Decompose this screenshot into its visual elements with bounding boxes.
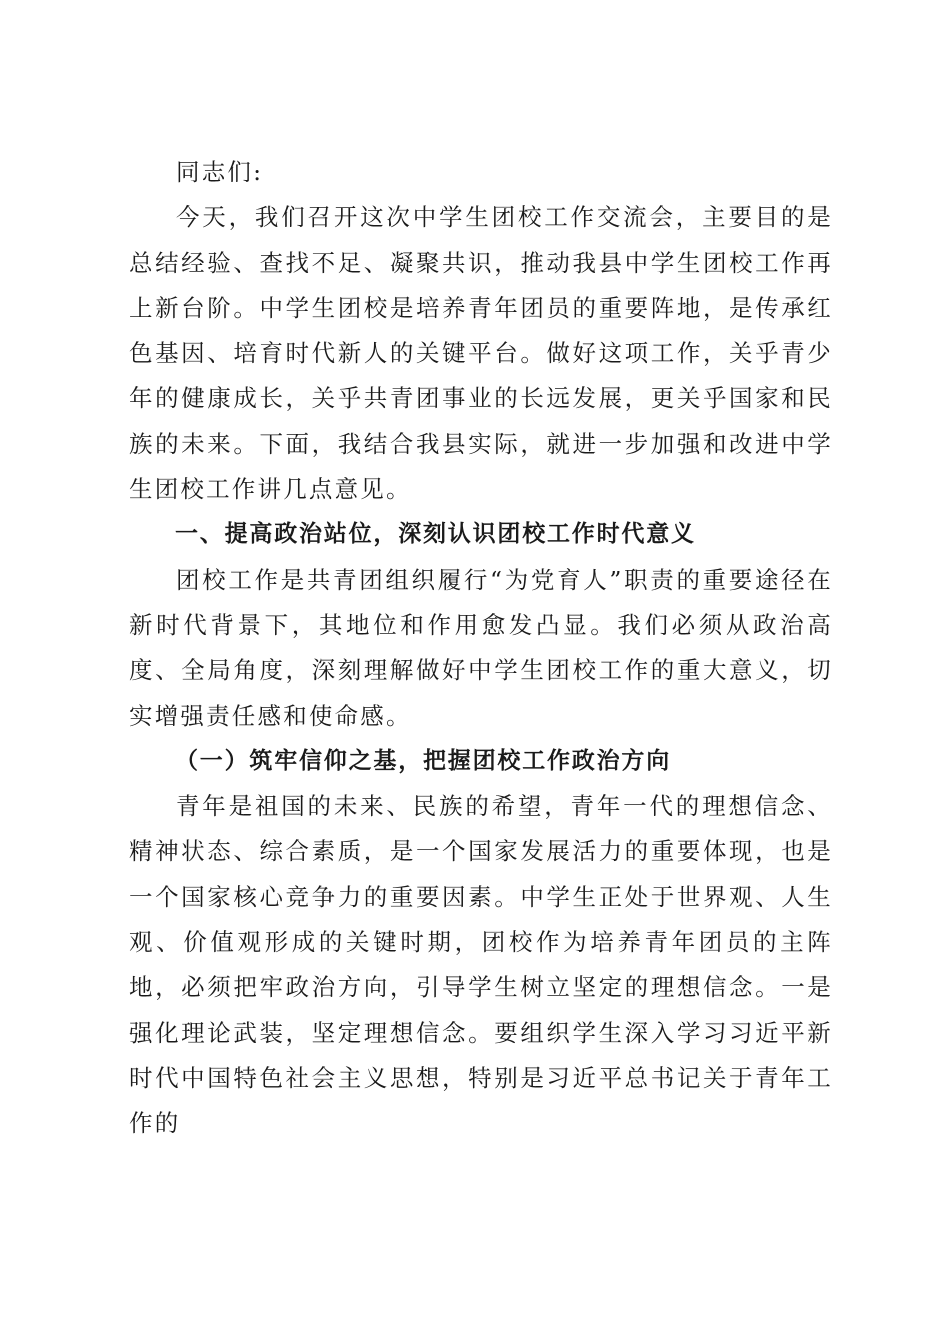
paragraph-subsection-1: 青年是祖国的未来、民族的希望，青年一代的理想信念、精神状态、综合素质，是一个国家发展活力的重要体现，也是一个国家核心竞争力的重要因素。中学生正处于世界观、人生观、价值观形成的关键时期，团校作为培养青年团员的主阵地，必须把牢政治方向，引导学生树立坚定的理想信念。一是强化理论武装，坚定理想信念。要组织学生深入学习习近平新时代中国特色社会主义思想，特别是习近平总书记关于青年工作的 [129, 792, 833, 1138]
subsection-heading-1: （一）筑牢信仰之基，把握团校工作政治方向 [175, 747, 671, 774]
section-heading-1: 一、提高政治站位，深刻认识团校工作时代意义 [175, 521, 696, 548]
paragraph-intro: 今天，我们召开这次中学生团校工作交流会，主要目的是总结经验、查找不足、凝聚共识，推动我县中学生团校工作再上新台阶。中学生团校是培养青年团员的重要阵地，是传承红色基因、培育时代新人的关键平台。做好这项工作，关乎青少年的健康成长，关乎共青团事业的长远发展，更关乎国家和民族的未来。下面，我结合我县实际，就进一步加强和改进中学生团校工作讲几点意见。 [129, 203, 833, 504]
paragraph-section-1: 团校工作是共青团组织履行“为党育人”职责的重要途径在新时代背景下，其地位和作用愈发凸显。我们必须从政治高度、全局角度，深刻理解做好中学生团校工作的重大意义，切实增强责任感和使命感。 [129, 565, 833, 730]
salutation: 同志们: [176, 158, 264, 186]
document-body [129, 150, 833, 1147]
